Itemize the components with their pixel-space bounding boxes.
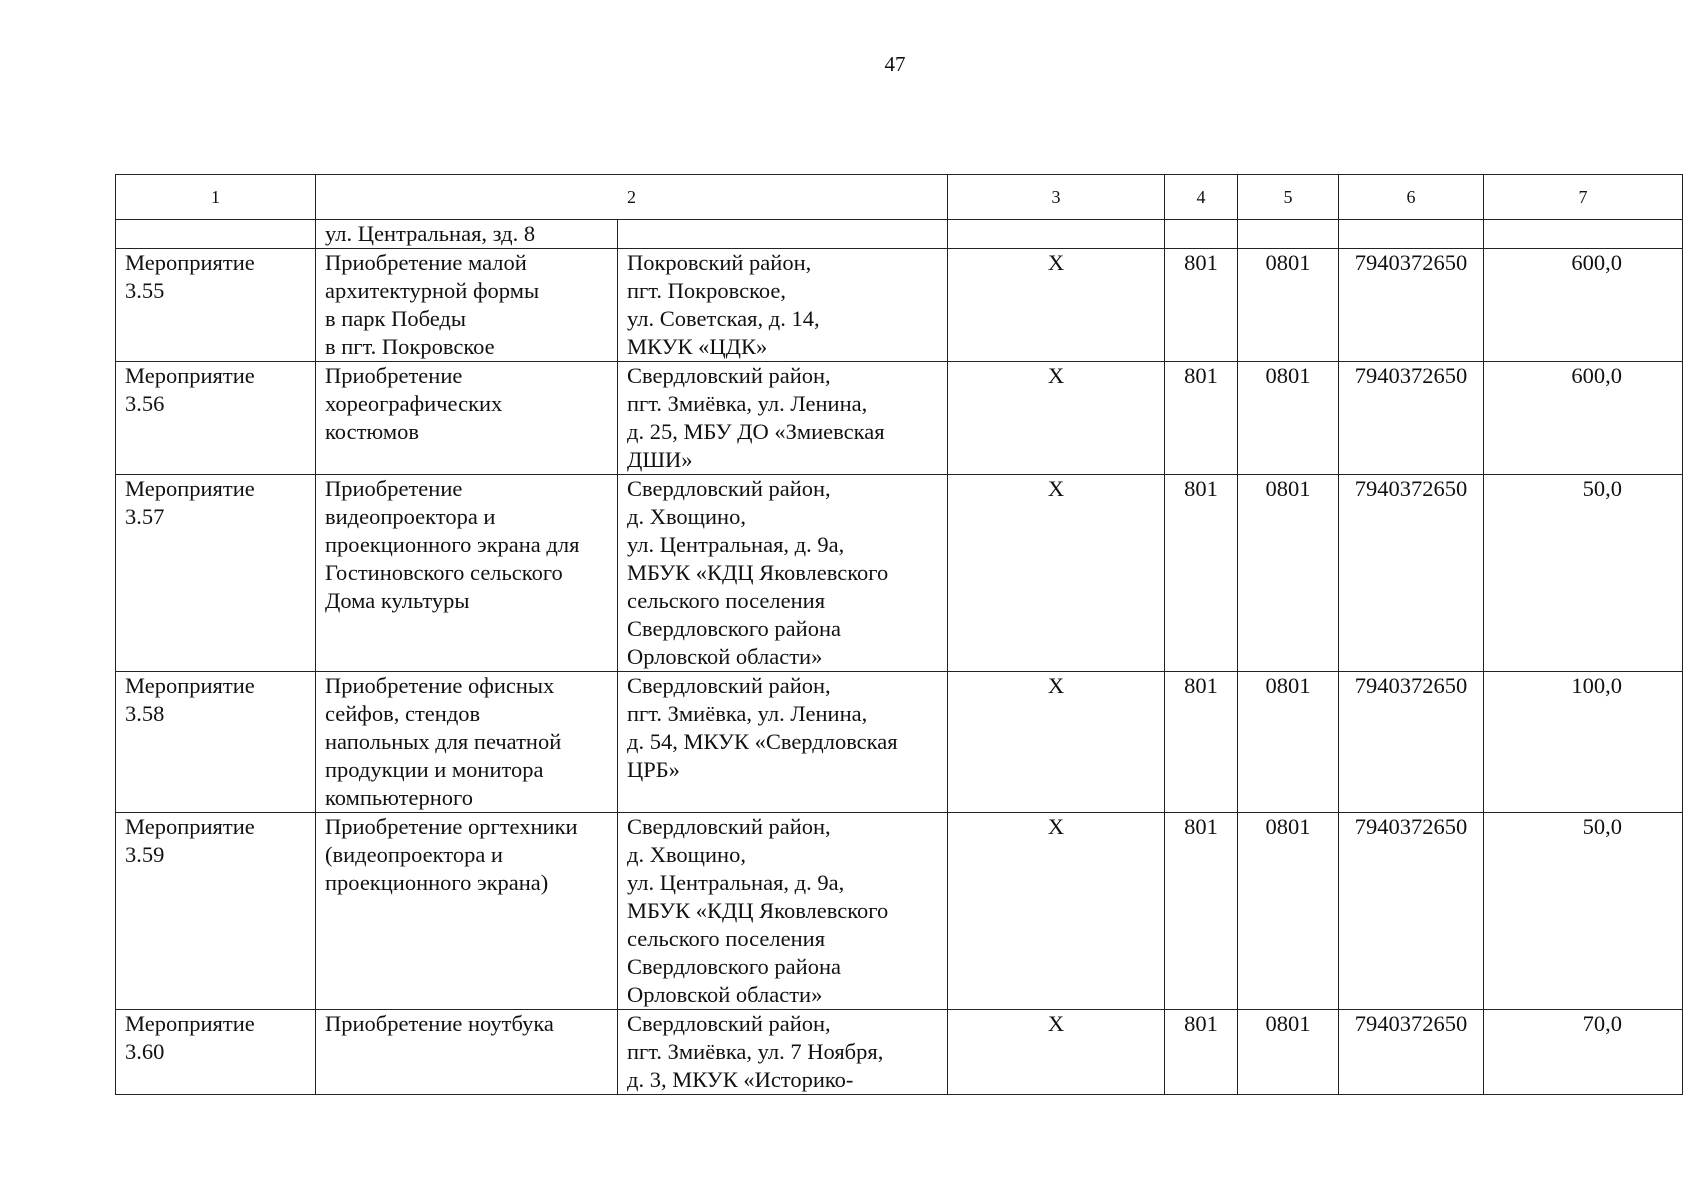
- event-location: Свердловский район, пгт. Змиёвка, ул. Ленина, д. 25, МБУ ДО «Змиевская ДШИ»: [618, 362, 948, 475]
- table-row: [116, 1010, 1683, 1095]
- col4-value: 801: [1165, 1010, 1238, 1095]
- col5-value: 0801: [1238, 475, 1339, 672]
- col7-value: 70,0: [1484, 1010, 1683, 1095]
- col7-value: 50,0: [1484, 813, 1683, 1010]
- col5-value: 0801: [1238, 362, 1339, 475]
- event-id: Мероприятие 3.55: [116, 249, 316, 362]
- continuation-name: ул. Центральная, зд. 8: [316, 220, 618, 249]
- continuation-row: [116, 220, 1683, 249]
- event-location: Свердловский район, пгт. Змиёвка, ул. 7 Ноября, д. 3, МКУК «Историко-: [618, 1010, 948, 1095]
- event-name: Приобретение хореографических костюмов: [316, 362, 618, 475]
- event-name: Приобретение ноутбука: [316, 1010, 618, 1095]
- col5-value: 0801: [1238, 249, 1339, 362]
- event-location: Свердловский район, пгт. Змиёвка, ул. Ленина, д. 54, МКУК «Свердловская ЦРБ»: [618, 672, 948, 813]
- col3-value: Х: [948, 362, 1165, 475]
- col6-value: 7940372650: [1339, 362, 1484, 475]
- table-row: [116, 362, 1683, 475]
- col4-value: 801: [1165, 813, 1238, 1010]
- event-id: Мероприятие 3.59: [116, 813, 316, 1010]
- col7-value: 100,0: [1484, 672, 1683, 813]
- col6-value: 7940372650: [1339, 249, 1484, 362]
- col5-value: 0801: [1238, 813, 1339, 1010]
- event-id: Мероприятие 3.57: [116, 475, 316, 672]
- col6-value: 7940372650: [1339, 813, 1484, 1010]
- event-id: Мероприятие 3.60: [116, 1010, 316, 1095]
- event-name: Приобретение малой архитектурной формы в парк Победы в пгт. Покровское: [316, 249, 618, 362]
- col4-value: 801: [1165, 362, 1238, 475]
- col5-value: 0801: [1238, 1010, 1339, 1095]
- col5-value: 0801: [1238, 672, 1339, 813]
- header-col-7: 7: [1484, 175, 1683, 220]
- header-row: [116, 175, 1683, 220]
- col3-value: Х: [948, 813, 1165, 1010]
- header-col-1: 1: [116, 175, 316, 220]
- col3-value: Х: [948, 249, 1165, 362]
- table-row: [116, 672, 1683, 813]
- event-name: Приобретение офисных сейфов, стендов напольных для печатной продукции и монитора компьютерного: [316, 672, 618, 813]
- col3-value: Х: [948, 475, 1165, 672]
- col6-value: 7940372650: [1339, 475, 1484, 672]
- col6-value: 7940372650: [1339, 1010, 1484, 1095]
- col6-value: 7940372650: [1339, 672, 1484, 813]
- header-col-2: 2: [316, 175, 948, 220]
- budget-table: [115, 174, 1683, 1095]
- col4-value: 801: [1165, 475, 1238, 672]
- table-row: [116, 475, 1683, 672]
- header-col-4: 4: [1165, 175, 1238, 220]
- col4-value: 801: [1165, 249, 1238, 362]
- col7-value: 50,0: [1484, 475, 1683, 672]
- header-col-5: 5: [1238, 175, 1339, 220]
- event-name: Приобретение оргтехники (видеопроектора и проекционного экрана): [316, 813, 618, 1010]
- event-id: Мероприятие 3.56: [116, 362, 316, 475]
- col7-value: 600,0: [1484, 249, 1683, 362]
- page-number: 47: [884, 52, 906, 76]
- header-col-3: 3: [948, 175, 1165, 220]
- col3-value: Х: [948, 1010, 1165, 1095]
- col3-value: Х: [948, 672, 1165, 813]
- table-row: [116, 813, 1683, 1010]
- event-location: Покровский район, пгт. Покровское, ул. Советская, д. 14, МКУК «ЦДК»: [618, 249, 948, 362]
- event-location: Свердловский район, д. Хвощино, ул. Центральная, д. 9а, МБУК «КДЦ Яковлевского сельского поселения Свердловского района Орловской области»: [618, 475, 948, 672]
- table-row: [116, 249, 1683, 362]
- col7-value: 600,0: [1484, 362, 1683, 475]
- event-name: Приобретение видеопроектора и проекционного экрана для Гостиновского сельского Дома культуры: [316, 475, 618, 672]
- col4-value: 801: [1165, 672, 1238, 813]
- event-location: Свердловский район, д. Хвощино, ул. Центральная, д. 9а, МБУК «КДЦ Яковлевского сельского поселения Свердловского района Орловской области»: [618, 813, 948, 1010]
- header-col-6: 6: [1339, 175, 1484, 220]
- event-id: Мероприятие 3.58: [116, 672, 316, 813]
